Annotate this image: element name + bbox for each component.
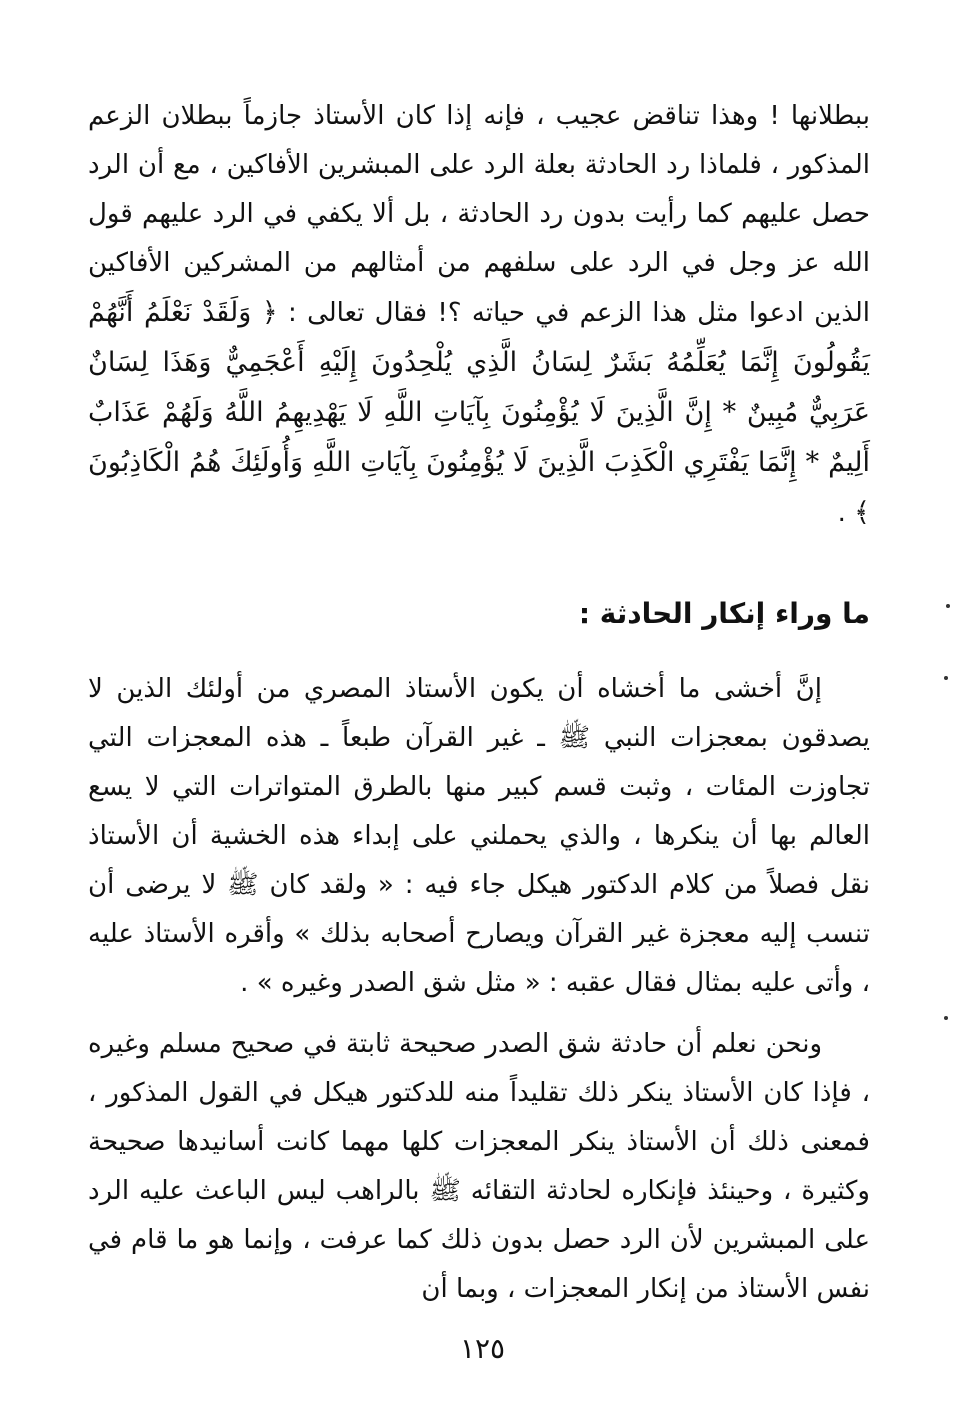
paragraph-top [88, 92, 870, 538]
margin-speck [946, 604, 950, 608]
paragraph-1: إنَّ أخشى ما أخشاه أن يكون الأستاذ المصري من أولئك الذين لا يصدقون بمعجزات النبي ﷺ ـ غير القرآن طبعاً ـ هذه المعجزات التي تجاوزت المئات ، وثبت قسم كبير منها بالطرق المتواترات التي لا يسع العالم بها أن ينكرها ، والذي يحملني على إبداء هذه الخشية أن الأستاذ نقل فصلاً من كلام الدكتور هيكل جاء فيه : « ولقد كان ﷺ لا يرضى أن تنسب إليه معجزة غير القرآن ويصارح أصحابه بذلك » وأقره الأستاذ عليه ، وأتى عليه بمثال فقال عقبه : « مثل شق الصدر وغيره » . [88, 674, 870, 998]
paragraph-text: ببطلانها ! وهذا تناقض عجيب ، فإنه إذا كان الأستاذ جازماً ببطلان الزعم المذكور ، فلماذا رد الحادثة بعلة الرد على المبشرين الأفاكين ، مع أن الرد حصل عليهم كما رأيت بدون رد الحادثة ، بل ألا يكفي في الرد عليهم قول الله عز وجل في الرد على سلفهم من أمثالهم من المشركين الأفاكين الذين ادعوا مثل هذا الزعم في حياته ؟! فقال تعالى : [88, 101, 871, 328]
section-heading: ما وراء إنكار الحادثة : [578, 597, 870, 630]
paragraph-2: ونحن نعلم أن حادثة شق الصدر صحيحة ثابتة في صحيح مسلم وغيره ، فإذا كان الأستاذ ينكر ذلك تقليداً منه للدكتور هيكل في القول المذكور ، فمعنى ذلك أن الأستاذ ينكر المعجزات كلها مهما كانت أسانيدها صحيحة وكثيرة ، وحينئذ فإنكاره لحادثة التقائه ﷺ بالراهب ليس الباعث عليه الرد على المبشرين لأن الرد حصل بدون ذلك كما عرفت ، وإنما هو ما قام في نفس الأستاذ من إنكار المعجزات ، وبما أن [88, 1029, 870, 1304]
paragraph-text-end: . [837, 498, 855, 528]
section-body [88, 665, 870, 1314]
page-number: ١٢٥ [459, 1332, 506, 1365]
margin-speck [944, 1016, 948, 1020]
quran-verse: ﴿ وَلَقَدْ نَعْلَمُ أَنَّهُمْ يَقُولُونَ إِنَّمَا يُعَلِّمُهُ بَشَرٌ لِسَانُ الَّذِي يُلْحِدُونَ إِلَيْهِ أَعْجَمِيٌّ وَهَذَا لِسَانٌ عَرَبِيٌّ مُبِينٌ * إِنَّ الَّذِينَ لَا يُؤْمِنُونَ بِآيَاتِ اللَّهِ لَا يَهْدِيهِمُ اللَّهُ وَلَهُمْ عَذَابٌ أَلِيمٌ * إِنَّمَا يَفْتَرِي الْكَذِبَ الَّذِينَ لَا يُؤْمِنُونَ بِآيَاتِ اللَّهِ وَأُولَئِكَ هُمُ الْكَاذِبُونَ ﴾ [88, 297, 870, 528]
margin-speck [944, 676, 948, 680]
